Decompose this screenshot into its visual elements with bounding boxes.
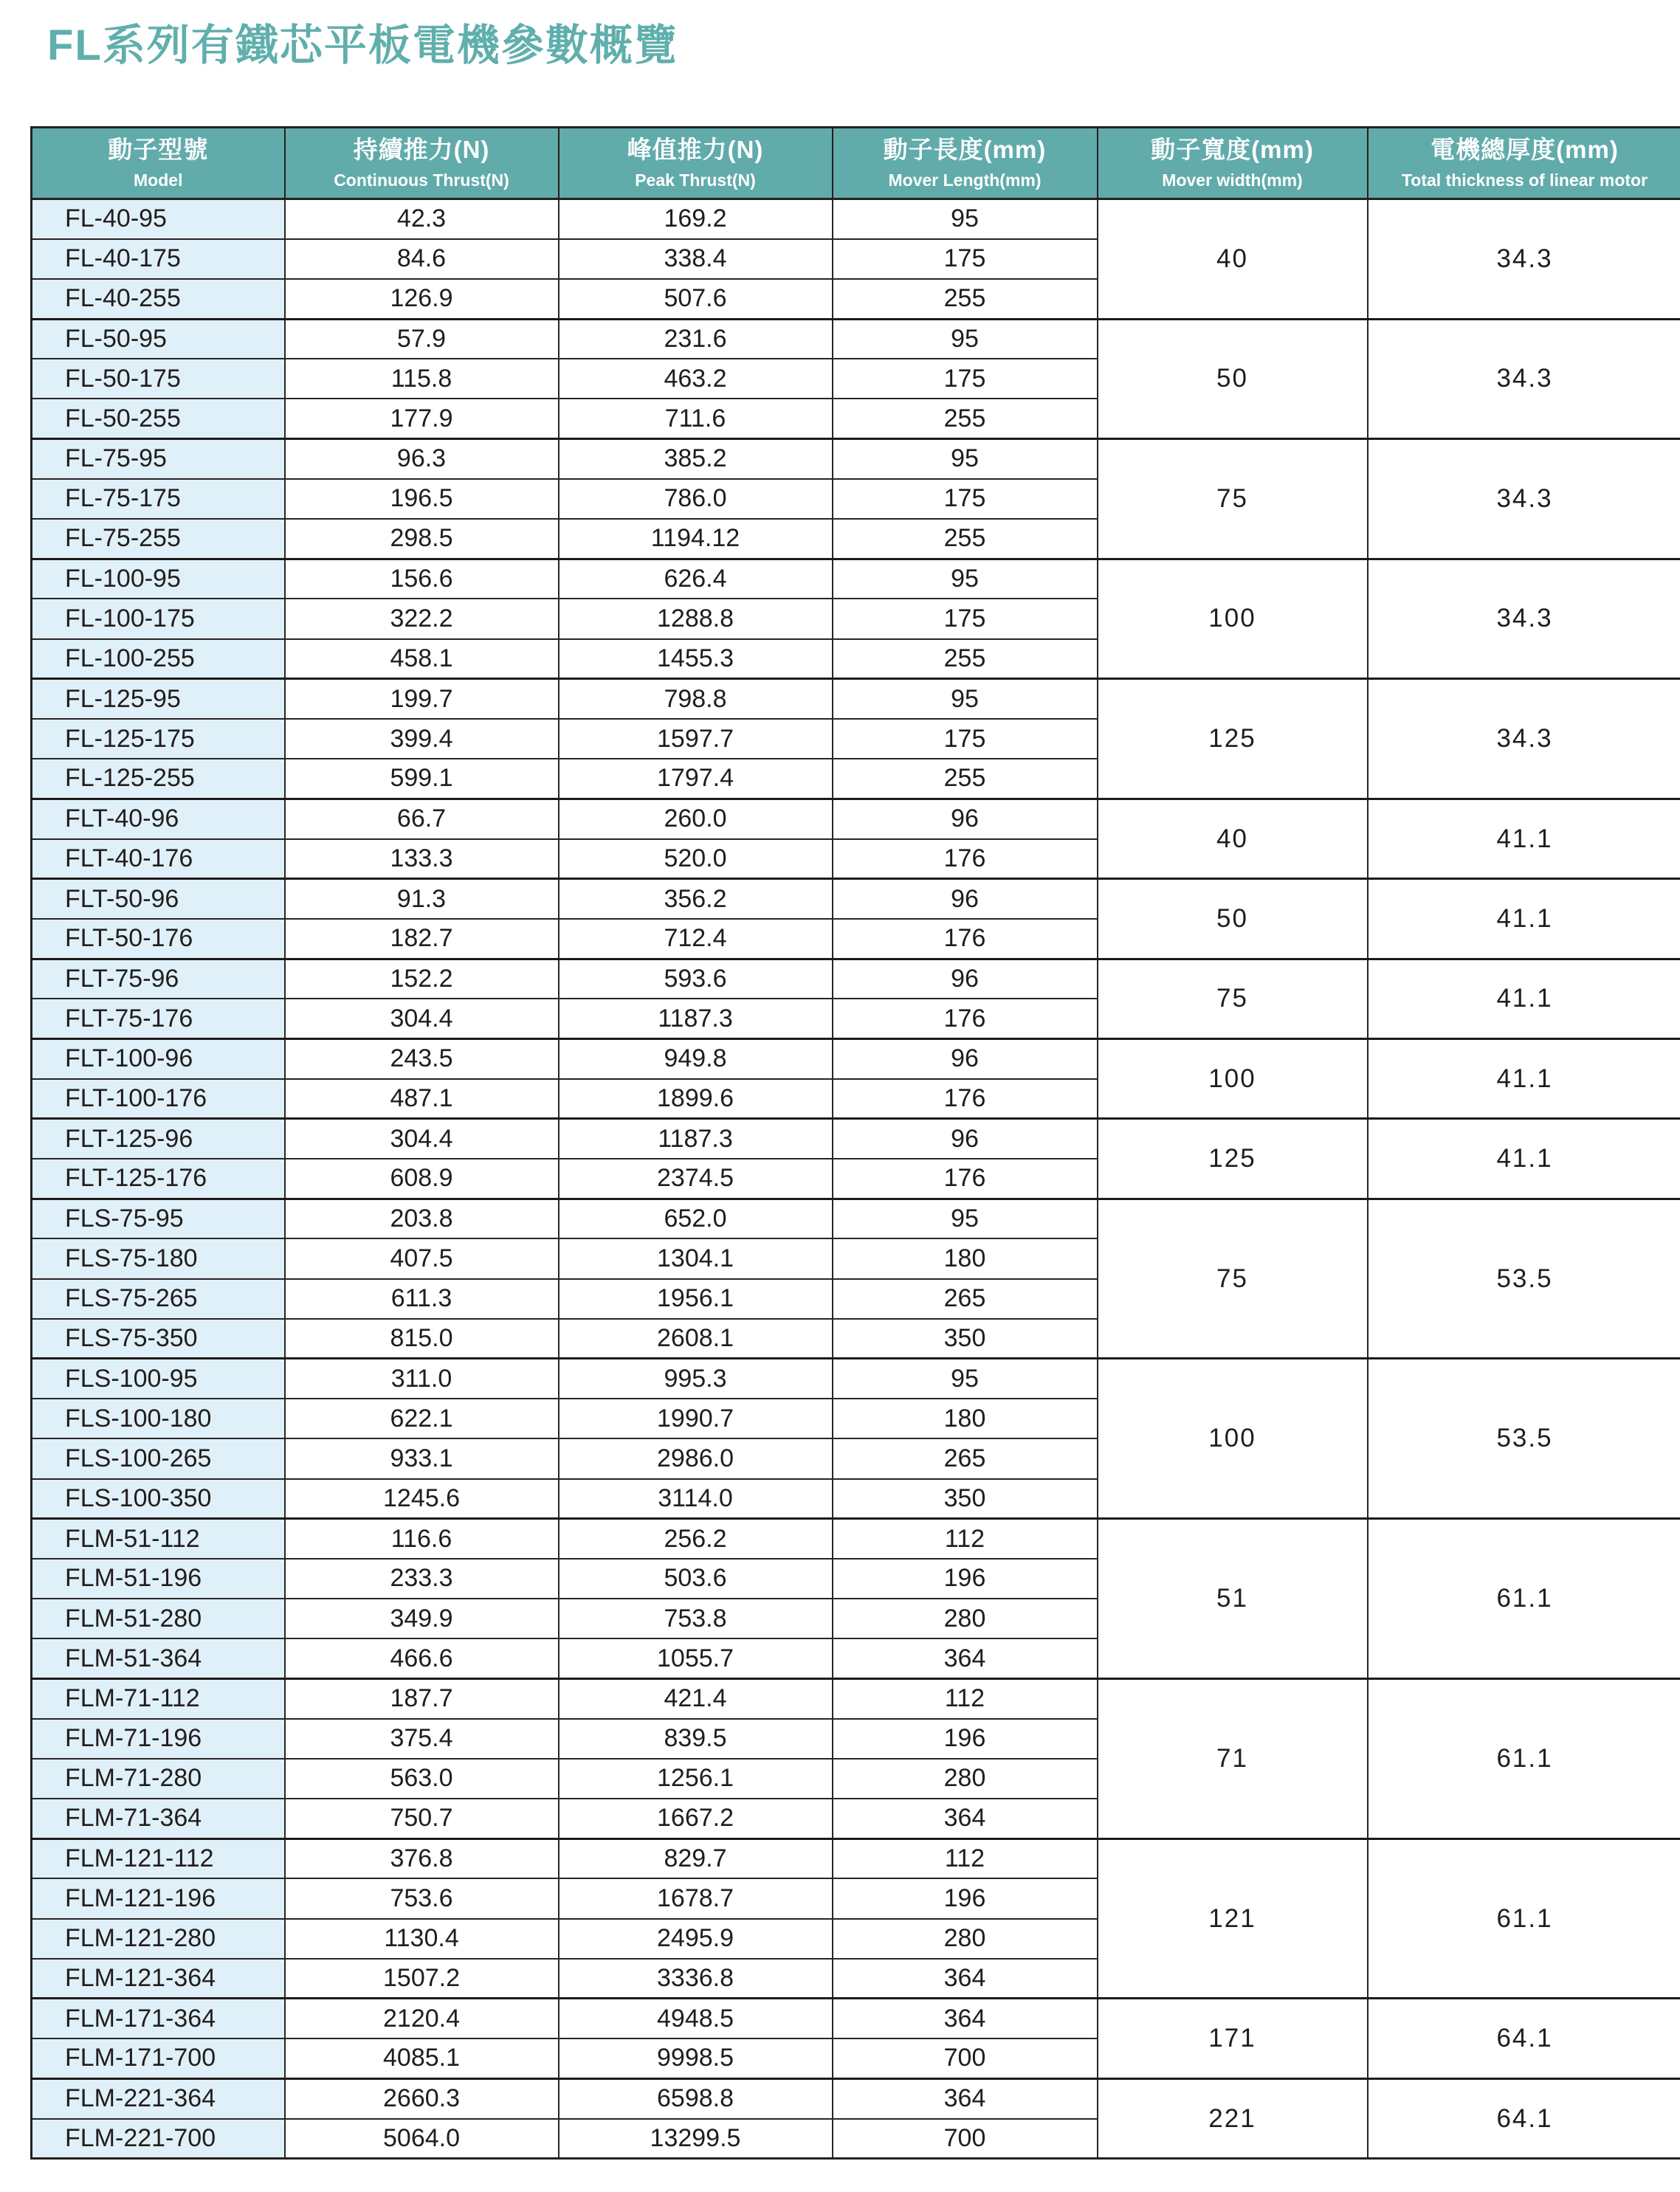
continuous-thrust-cell: 563.0 [285, 1759, 559, 1799]
mover-length-cell: 364 [833, 1638, 1098, 1678]
mover-length-cell: 96 [833, 879, 1098, 919]
continuous-thrust-cell: 304.4 [285, 999, 559, 1038]
model-cell: FLM-171-364 [32, 1999, 285, 2038]
model-cell: FLM-71-196 [32, 1719, 285, 1759]
model-cell: FLM-71-364 [32, 1799, 285, 1838]
mover-length-cell: 112 [833, 1838, 1098, 1878]
mover-length-cell: 96 [833, 959, 1098, 999]
table-row [32, 799, 1680, 838]
continuous-thrust-cell: 243.5 [285, 1038, 559, 1078]
thickness-cell: 53.5 [1368, 1199, 1680, 1359]
model-cell: FLM-71-112 [32, 1678, 285, 1718]
continuous-thrust-cell: 1507.2 [285, 1959, 559, 1999]
table-row [32, 1678, 1680, 1718]
continuous-thrust-cell: 91.3 [285, 879, 559, 919]
mover-length-cell: 364 [833, 1959, 1098, 1999]
model-cell: FLM-221-364 [32, 2078, 285, 2118]
model-cell: FL-125-95 [32, 679, 285, 719]
continuous-thrust-cell: 182.7 [285, 919, 559, 959]
mover-length-cell: 176 [833, 1079, 1098, 1119]
thickness-cell: 41.1 [1368, 1038, 1680, 1118]
mover-length-cell: 350 [833, 1479, 1098, 1519]
peak-thrust-cell: 169.2 [559, 199, 833, 239]
model-cell: FLM-51-364 [32, 1638, 285, 1678]
peak-thrust-cell: 231.6 [559, 319, 833, 359]
peak-thrust-cell: 753.8 [559, 1599, 833, 1638]
peak-thrust-cell: 1187.3 [559, 1119, 833, 1159]
thickness-cell: 41.1 [1368, 959, 1680, 1038]
model-cell: FL-125-175 [32, 719, 285, 759]
mover-length-cell: 700 [833, 2038, 1098, 2078]
model-cell: FL-50-95 [32, 319, 285, 359]
continuous-thrust-cell: 233.3 [285, 1559, 559, 1599]
continuous-thrust-cell: 199.7 [285, 679, 559, 719]
thickness-cell: 34.3 [1368, 199, 1680, 320]
thickness-cell: 34.3 [1368, 559, 1680, 679]
model-cell: FLM-51-196 [32, 1559, 285, 1599]
peak-thrust-cell: 4948.5 [559, 1999, 833, 2038]
model-cell: FLS-100-95 [32, 1359, 285, 1399]
mover-width-cell: 75 [1098, 1199, 1368, 1359]
model-cell: FLS-75-180 [32, 1238, 285, 1278]
mover-length-cell: 176 [833, 999, 1098, 1038]
model-cell: FLT-100-176 [32, 1079, 285, 1119]
continuous-thrust-cell: 42.3 [285, 199, 559, 239]
mover-length-cell: 175 [833, 359, 1098, 399]
model-cell: FL-100-95 [32, 559, 285, 599]
table-row [32, 1359, 1680, 1399]
continuous-thrust-cell: 622.1 [285, 1399, 559, 1438]
mover-length-cell: 175 [833, 599, 1098, 638]
peak-thrust-cell: 626.4 [559, 559, 833, 599]
continuous-thrust-cell: 599.1 [285, 759, 559, 799]
peak-thrust-cell: 839.5 [559, 1719, 833, 1759]
thickness-cell: 64.1 [1368, 1999, 1680, 2078]
mover-width-cell: 75 [1098, 959, 1368, 1038]
continuous-thrust-cell: 1245.6 [285, 1479, 559, 1519]
model-cell: FLS-100-350 [32, 1479, 285, 1519]
peak-thrust-cell: 1899.6 [559, 1079, 833, 1119]
model-cell: FLS-75-265 [32, 1279, 285, 1319]
continuous-thrust-cell: 466.6 [285, 1638, 559, 1678]
mover-width-cell: 50 [1098, 319, 1368, 439]
col-header-model-en: Model [134, 170, 183, 190]
continuous-thrust-cell: 5064.0 [285, 2119, 559, 2159]
peak-thrust-cell: 3336.8 [559, 1959, 833, 1999]
mover-width-cell: 100 [1098, 559, 1368, 679]
model-cell: FLM-51-112 [32, 1519, 285, 1559]
model-cell: FL-40-95 [32, 199, 285, 239]
peak-thrust-cell: 520.0 [559, 839, 833, 879]
peak-thrust-cell: 786.0 [559, 479, 833, 519]
thickness-cell: 34.3 [1368, 679, 1680, 799]
mover-length-cell: 280 [833, 1919, 1098, 1959]
col-header-model-zh: 動子型號 [108, 136, 209, 163]
continuous-thrust-cell: 753.6 [285, 1878, 559, 1918]
table-row [32, 1038, 1680, 1078]
mover-length-cell: 280 [833, 1759, 1098, 1799]
peak-thrust-cell: 711.6 [559, 399, 833, 438]
col-header-total-thickness [1368, 128, 1680, 199]
table-body [32, 199, 1680, 2159]
model-cell: FL-100-255 [32, 639, 285, 679]
continuous-thrust-cell: 608.9 [285, 1159, 559, 1199]
continuous-thrust-cell: 458.1 [285, 639, 559, 679]
continuous-thrust-cell: 1130.4 [285, 1919, 559, 1959]
col-header-mover-length [833, 128, 1098, 199]
thickness-cell: 41.1 [1368, 799, 1680, 878]
model-cell: FLM-121-112 [32, 1838, 285, 1878]
mover-width-cell: 125 [1098, 1119, 1368, 1199]
model-cell: FLT-75-176 [32, 999, 285, 1038]
mover-length-cell: 364 [833, 1799, 1098, 1838]
continuous-thrust-cell: 115.8 [285, 359, 559, 399]
model-cell: FL-75-175 [32, 479, 285, 519]
table-row [32, 879, 1680, 919]
model-cell: FL-40-175 [32, 239, 285, 279]
peak-thrust-cell: 507.6 [559, 279, 833, 319]
peak-thrust-cell: 1194.12 [559, 519, 833, 559]
mover-length-cell: 255 [833, 639, 1098, 679]
continuous-thrust-cell: 376.8 [285, 1838, 559, 1878]
col-header-peak-thrust-en: Peak Thrust(N) [635, 170, 756, 190]
peak-thrust-cell: 1797.4 [559, 759, 833, 799]
model-cell: FLT-50-96 [32, 879, 285, 919]
table-row [32, 1119, 1680, 1159]
mover-length-cell: 364 [833, 1999, 1098, 2038]
continuous-thrust-cell: 304.4 [285, 1119, 559, 1159]
peak-thrust-cell: 356.2 [559, 879, 833, 919]
peak-thrust-cell: 949.8 [559, 1038, 833, 1078]
continuous-thrust-cell: 133.3 [285, 839, 559, 879]
peak-thrust-cell: 385.2 [559, 439, 833, 479]
model-cell: FL-75-255 [32, 519, 285, 559]
thickness-cell: 41.1 [1368, 1119, 1680, 1199]
mover-width-cell: 40 [1098, 799, 1368, 878]
peak-thrust-cell: 9998.5 [559, 2038, 833, 2078]
model-cell: FLM-121-364 [32, 1959, 285, 1999]
peak-thrust-cell: 503.6 [559, 1559, 833, 1599]
mover-width-cell: 50 [1098, 879, 1368, 959]
peak-thrust-cell: 1597.7 [559, 719, 833, 759]
col-header-total-thickness-zh: 電機總厚度(mm) [1431, 136, 1619, 163]
continuous-thrust-cell: 177.9 [285, 399, 559, 438]
mover-length-cell: 255 [833, 279, 1098, 319]
peak-thrust-cell: 1256.1 [559, 1759, 833, 1799]
col-header-mover-width [1098, 128, 1368, 199]
continuous-thrust-cell: 126.9 [285, 279, 559, 319]
thickness-cell: 34.3 [1368, 319, 1680, 439]
mover-width-cell: 100 [1098, 1038, 1368, 1118]
mover-length-cell: 364 [833, 2078, 1098, 2118]
mover-length-cell: 176 [833, 1159, 1098, 1199]
table-header [32, 128, 1680, 199]
peak-thrust-cell: 463.2 [559, 359, 833, 399]
peak-thrust-cell: 1187.3 [559, 999, 833, 1038]
model-cell: FLM-121-196 [32, 1878, 285, 1918]
peak-thrust-cell: 260.0 [559, 799, 833, 838]
continuous-thrust-cell: 152.2 [285, 959, 559, 999]
mover-width-cell: 221 [1098, 2078, 1368, 2158]
mover-width-cell: 75 [1098, 439, 1368, 559]
thickness-cell: 61.1 [1368, 1838, 1680, 1999]
continuous-thrust-cell: 203.8 [285, 1199, 559, 1238]
model-cell: FLM-51-280 [32, 1599, 285, 1638]
table-row [32, 2078, 1680, 2118]
col-header-peak-thrust-zh: 峰值推力(N) [627, 136, 764, 163]
mover-length-cell: 255 [833, 399, 1098, 438]
peak-thrust-cell: 1055.7 [559, 1638, 833, 1678]
model-cell: FLS-100-265 [32, 1438, 285, 1478]
mover-length-cell: 176 [833, 919, 1098, 959]
model-cell: FLM-171-700 [32, 2038, 285, 2078]
mover-length-cell: 96 [833, 1038, 1098, 1078]
mover-length-cell: 112 [833, 1678, 1098, 1718]
continuous-thrust-cell: 349.9 [285, 1599, 559, 1638]
continuous-thrust-cell: 487.1 [285, 1079, 559, 1119]
table-row [32, 1519, 1680, 1559]
model-cell: FLT-40-96 [32, 799, 285, 838]
mover-length-cell: 96 [833, 799, 1098, 838]
peak-thrust-cell: 13299.5 [559, 2119, 833, 2159]
mover-length-cell: 265 [833, 1438, 1098, 1478]
header-row [32, 128, 1680, 199]
continuous-thrust-cell: 815.0 [285, 1319, 559, 1359]
mover-length-cell: 95 [833, 679, 1098, 719]
table-row [32, 959, 1680, 999]
model-cell: FL-40-255 [32, 279, 285, 319]
table-row [32, 439, 1680, 479]
mover-length-cell: 175 [833, 479, 1098, 519]
continuous-thrust-cell: 750.7 [285, 1799, 559, 1838]
model-cell: FL-100-175 [32, 599, 285, 638]
model-cell: FLT-125-176 [32, 1159, 285, 1199]
mover-length-cell: 280 [833, 1599, 1098, 1638]
mover-length-cell: 95 [833, 439, 1098, 479]
continuous-thrust-cell: 2660.3 [285, 2078, 559, 2118]
peak-thrust-cell: 995.3 [559, 1359, 833, 1399]
col-header-model [32, 128, 285, 199]
model-cell: FL-50-255 [32, 399, 285, 438]
mover-length-cell: 95 [833, 1199, 1098, 1238]
mover-length-cell: 95 [833, 199, 1098, 239]
model-cell: FLT-100-96 [32, 1038, 285, 1078]
mover-length-cell: 700 [833, 2119, 1098, 2159]
peak-thrust-cell: 1667.2 [559, 1799, 833, 1838]
continuous-thrust-cell: 611.3 [285, 1279, 559, 1319]
continuous-thrust-cell: 57.9 [285, 319, 559, 359]
mover-width-cell: 71 [1098, 1678, 1368, 1838]
thickness-cell: 41.1 [1368, 879, 1680, 959]
peak-thrust-cell: 2608.1 [559, 1319, 833, 1359]
mover-length-cell: 180 [833, 1399, 1098, 1438]
col-header-mover-width-en: Mover width(mm) [1162, 170, 1303, 190]
peak-thrust-cell: 1304.1 [559, 1238, 833, 1278]
continuous-thrust-cell: 156.6 [285, 559, 559, 599]
mover-length-cell: 96 [833, 1119, 1098, 1159]
mover-width-cell: 171 [1098, 1999, 1368, 2078]
continuous-thrust-cell: 399.4 [285, 719, 559, 759]
mover-length-cell: 255 [833, 759, 1098, 799]
model-cell: FLT-40-176 [32, 839, 285, 879]
col-header-mover-width-zh: 動子寬度(mm) [1151, 136, 1314, 163]
peak-thrust-cell: 2986.0 [559, 1438, 833, 1478]
col-header-mover-length-en: Mover Length(mm) [888, 170, 1042, 190]
peak-thrust-cell: 2495.9 [559, 1919, 833, 1959]
model-cell: FLT-75-96 [32, 959, 285, 999]
peak-thrust-cell: 1956.1 [559, 1279, 833, 1319]
model-cell: FLM-121-280 [32, 1919, 285, 1959]
table-row [32, 1999, 1680, 2038]
continuous-thrust-cell: 407.5 [285, 1238, 559, 1278]
continuous-thrust-cell: 96.3 [285, 439, 559, 479]
mover-width-cell: 51 [1098, 1519, 1368, 1679]
continuous-thrust-cell: 196.5 [285, 479, 559, 519]
col-header-continuous-thrust-zh: 持續推力(N) [353, 136, 490, 163]
model-cell: FLM-221-700 [32, 2119, 285, 2159]
page-title: FL系列有鐵芯平板電機參數概覽 [47, 21, 678, 69]
mover-length-cell: 196 [833, 1559, 1098, 1599]
peak-thrust-cell: 829.7 [559, 1838, 833, 1878]
continuous-thrust-cell: 187.7 [285, 1678, 559, 1718]
model-cell: FL-75-95 [32, 439, 285, 479]
model-cell: FL-50-175 [32, 359, 285, 399]
peak-thrust-cell: 256.2 [559, 1519, 833, 1559]
mover-width-cell: 121 [1098, 1838, 1368, 1999]
mover-length-cell: 180 [833, 1238, 1098, 1278]
peak-thrust-cell: 1288.8 [559, 599, 833, 638]
continuous-thrust-cell: 116.6 [285, 1519, 559, 1559]
thickness-cell: 34.3 [1368, 439, 1680, 559]
peak-thrust-cell: 798.8 [559, 679, 833, 719]
col-header-peak-thrust [559, 128, 833, 199]
table-row [32, 319, 1680, 359]
model-cell: FLS-100-180 [32, 1399, 285, 1438]
mover-length-cell: 196 [833, 1878, 1098, 1918]
continuous-thrust-cell: 311.0 [285, 1359, 559, 1399]
continuous-thrust-cell: 298.5 [285, 519, 559, 559]
peak-thrust-cell: 3114.0 [559, 1479, 833, 1519]
mover-width-cell: 40 [1098, 199, 1368, 320]
peak-thrust-cell: 593.6 [559, 959, 833, 999]
peak-thrust-cell: 421.4 [559, 1678, 833, 1718]
mover-length-cell: 176 [833, 839, 1098, 879]
peak-thrust-cell: 652.0 [559, 1199, 833, 1238]
model-cell: FLT-50-176 [32, 919, 285, 959]
model-cell: FLT-125-96 [32, 1119, 285, 1159]
mover-length-cell: 112 [833, 1519, 1098, 1559]
col-header-continuous-thrust [285, 128, 559, 199]
continuous-thrust-cell: 933.1 [285, 1438, 559, 1478]
table-row [32, 679, 1680, 719]
col-header-mover-length-zh: 動子長度(mm) [883, 136, 1047, 163]
table-row [32, 199, 1680, 239]
table-row [32, 1199, 1680, 1238]
mover-length-cell: 95 [833, 1359, 1098, 1399]
model-cell: FLS-75-350 [32, 1319, 285, 1359]
peak-thrust-cell: 712.4 [559, 919, 833, 959]
thickness-cell: 64.1 [1368, 2078, 1680, 2158]
table-row [32, 559, 1680, 599]
mover-length-cell: 196 [833, 1719, 1098, 1759]
thickness-cell: 53.5 [1368, 1359, 1680, 1519]
continuous-thrust-cell: 322.2 [285, 599, 559, 638]
mover-length-cell: 255 [833, 519, 1098, 559]
peak-thrust-cell: 1455.3 [559, 639, 833, 679]
peak-thrust-cell: 338.4 [559, 239, 833, 279]
peak-thrust-cell: 6598.8 [559, 2078, 833, 2118]
thickness-cell: 61.1 [1368, 1519, 1680, 1679]
peak-thrust-cell: 2374.5 [559, 1159, 833, 1199]
mover-length-cell: 265 [833, 1279, 1098, 1319]
mover-length-cell: 175 [833, 719, 1098, 759]
mover-length-cell: 95 [833, 319, 1098, 359]
mover-length-cell: 175 [833, 239, 1098, 279]
peak-thrust-cell: 1990.7 [559, 1399, 833, 1438]
mover-length-cell: 350 [833, 1319, 1098, 1359]
model-cell: FLM-71-280 [32, 1759, 285, 1799]
motor-spec-table [30, 126, 1680, 2160]
continuous-thrust-cell: 84.6 [285, 239, 559, 279]
thickness-cell: 61.1 [1368, 1678, 1680, 1838]
mover-width-cell: 100 [1098, 1359, 1368, 1519]
col-header-total-thickness-en: Total thickness of linear motor [1401, 170, 1648, 190]
table-row [32, 1838, 1680, 1878]
continuous-thrust-cell: 375.4 [285, 1719, 559, 1759]
model-cell: FL-125-255 [32, 759, 285, 799]
peak-thrust-cell: 1678.7 [559, 1878, 833, 1918]
continuous-thrust-cell: 66.7 [285, 799, 559, 838]
continuous-thrust-cell: 4085.1 [285, 2038, 559, 2078]
mover-width-cell: 125 [1098, 679, 1368, 799]
col-header-continuous-thrust-en: Continuous Thrust(N) [334, 170, 509, 190]
continuous-thrust-cell: 2120.4 [285, 1999, 559, 2038]
model-cell: FLS-75-95 [32, 1199, 285, 1238]
mover-length-cell: 95 [833, 559, 1098, 599]
